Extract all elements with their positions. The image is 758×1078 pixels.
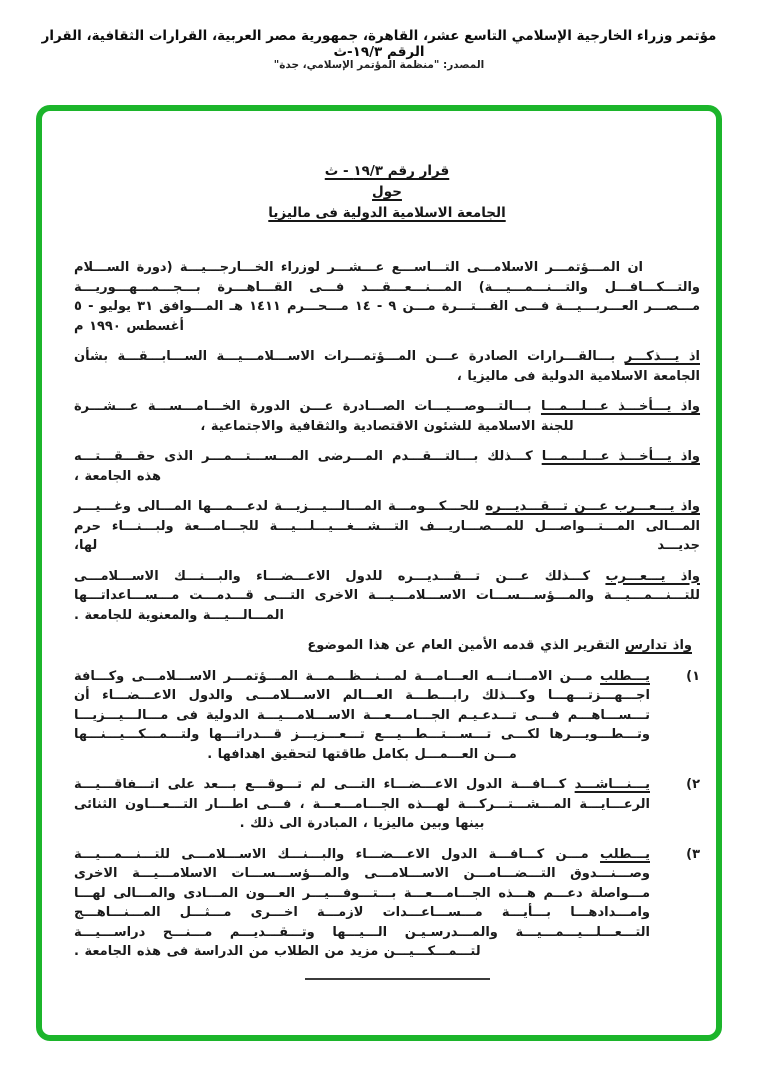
- item-text: [74, 775, 650, 834]
- item-number: ٣): [686, 846, 700, 862]
- paragraph-text: بـــالتـــوصـــيـــات الصـــادرة عـــن الدورة الخـــامـــســـة عـــشـــرة للجنة الاسلامية للشئون الاقتصادية والثقافية والاجتماعية ،: [74, 399, 574, 434]
- preamble-paragraph: [74, 258, 700, 336]
- item-text: [74, 667, 650, 765]
- paragraph-text: كـــذلك بـــالتـــقـــدم المـــرضى المـــســـتـــمـــر الذى حقـــقـــتـــه هذه الجامعة ،: [74, 449, 533, 484]
- heading-about: حول: [372, 184, 402, 200]
- report-review-line: [74, 636, 700, 656]
- taking-note-paragraph: [74, 397, 700, 436]
- item-number: ٢): [686, 777, 700, 792]
- item-text: [74, 845, 650, 962]
- numbered-item-1: [74, 667, 700, 765]
- paragraph-text: مـــن الامـــانـــه العـــامـــة لمـــنـــظـــمـــة المـــؤتمـــر الاســـلامـــى وكـــافة اجـــهـــزتـــهـــا وكـــذلك رابـــطـــة العـــالم الاســـلامـــى والدول الاعـــضـــاء أن تـــســـاهـــم فـــى تـــدعـيـم الجـــامـــعـــة الاســـلامـــيـــة الدولية فى مـــالـــيـــزيـــا وتـــطـــويـــرها لكـــى تـــســـتـــطـــيـــع تـــعـــزيـــز قـــدراتـــها ولتـــمـــكـــيـــنـــها مـــن العـــمـــل بكامل طاقتها لتحقيق اهدافها .: [74, 668, 650, 762]
- source-line: المصدر: "منظمة المؤتمر الإسلامي، جدة": [273, 59, 485, 71]
- underlined-lead: واذ يـــأخـــذ عـــلـــمـــا: [541, 449, 700, 464]
- conference-header-line: مؤتمر وزراء الخارجية الإسلامي التاسع عشر، القاهرة، جمهورية مصر العربية، القرارات الثقافية، القرار الرقم ١٩/٣-ث: [41, 28, 717, 60]
- underlined-lead: واذ يـــعـــرب عـــن تـــقـــديـــره: [485, 499, 700, 514]
- underlined-lead: يـــطلب: [600, 668, 650, 684]
- paragraph-text: كـــافـــة الدول الاعـــضـــاء التـــى لم تـــوقـــع بـــعد على اتـــفاقـــيـــة الرعـــايـــة المـــشـــتـــركـــة لهـــذه الجـــامـــعـــة ، فـــى اطـــار التـــعـــاون الثنائى بينها وبين ماليزيا ، المبادرة الى ذلك .: [74, 777, 650, 831]
- heading-subject: الجامعة الاسلامية الدولية فى ماليزيا: [268, 205, 506, 221]
- underlined-lead: يـــطلب: [600, 846, 650, 862]
- underlined-lead: واذ يـــأخـــذ عـــلـــمـــا: [540, 399, 701, 414]
- item-number: ١): [686, 668, 700, 684]
- underlined-lead: واذ يـــعـــرب: [605, 568, 700, 584]
- title-block: [74, 161, 700, 224]
- paragraph-text: التقرير الذي قدمه الأمين العام عن هذا الموضوع: [307, 638, 620, 653]
- underlined-lead: يـــنـــاشـــد: [574, 777, 650, 792]
- paragraph-text: ان المـــؤتمـــر الاسلامـــى التـــاســـع عـــشـــر لوزراء الخـــارجـــيـــة (دورة الســـلام والتـــكـــافـــل والتـــنـــمـــيـــة) المـــنـــعـــقـــد فـــى القـــاهـــرة بـــجـــمـــهـــوريـــة مـــصـــر العـــربـــيـــة فـــى الفـــتـــرة مـــن ٩ - ١٤ مـــحـــرم ١٤١١ هـ المـــوافق ٣١ يوليو - ٥ أغسطس ١٩٩٠ م: [74, 260, 700, 334]
- paragraph-text: كـــذلك عـــن تـــقـــديـــره للدول الاعـــضـــاء والبـــنـــك الاســـلامـــى للتـــنـــمـــيـــة والمـــؤســـســـات الاســـلامـــيـــة الاخرى التـــى قـــدمـــت مـــســـاعداتـــها المـــالـــيـــة والمعنوية للجامعة .: [74, 568, 700, 623]
- appreciation-malaysia-paragraph: [74, 497, 700, 556]
- numbered-item-2: [74, 775, 700, 834]
- paragraph-text: للحـــكـــومـــة المـــالـــيـــزيـــة لدعـــمـــها المـــالى وغـــيـــر المـــالى المـــتـــواصـــل للمـــصـــاريـــف التـــشـــغـــيـــلـــيـــة للجـــامـــعة ولبـــنـــاء حرم جديـــد لها،: [74, 499, 700, 553]
- decision-number-heading: قرار رقم ١٩/٣ - ث: [324, 163, 450, 179]
- appreciation-donors-paragraph: [74, 567, 700, 626]
- paragraph-text: بـــالقـــرارات الصادرة عـــن المـــؤتمـــرات الاســـلامـــيـــة الســـابـــقـــة بشأن الجامعة الاسلامية الدولية فى ماليزيا ،: [74, 349, 700, 384]
- taking-note-progress-paragraph: [74, 447, 700, 486]
- recalling-paragraph: [74, 347, 700, 386]
- paragraph-text: مـــن كـــافـــة الدول الاعـــضـــاء والبـــنـــك الاســـلامـــى للتـــنـــمـــيـــة وصـــنـــدوق التـــضـــامـــن الاســـلامـــى والمـــؤســـســـات الاسلامـــيـــة الاخرى مـــواصلة دعـــم هـــذه الجـــامـــعـــة بـــتـــوفـــيـــر العـــون المـــادى والمـــالى لهـــا وامـــدادهـــا بـــأيـــة مـــســـاعـــدات لازمـــة اخـــرى مـــثـــل المـــنـــاهـــج التـــعـــلـــيـــمـــيـــة والمـــدرسـيـن الـــيـــها وتـــقـــديـــم مـــنـــح دراســـيـــة لتـــمـــكـــيـــن مزيد من الطلاب من الدراسة فى هذه الجامعة .: [74, 846, 650, 959]
- numbered-item-3: [74, 845, 700, 962]
- underlined-lead: اذ يـــذكـــر: [624, 349, 700, 364]
- green-border-frame: [36, 105, 722, 1041]
- underlined-lead: واذ تدارس: [624, 638, 692, 653]
- closing-rule: [305, 978, 490, 980]
